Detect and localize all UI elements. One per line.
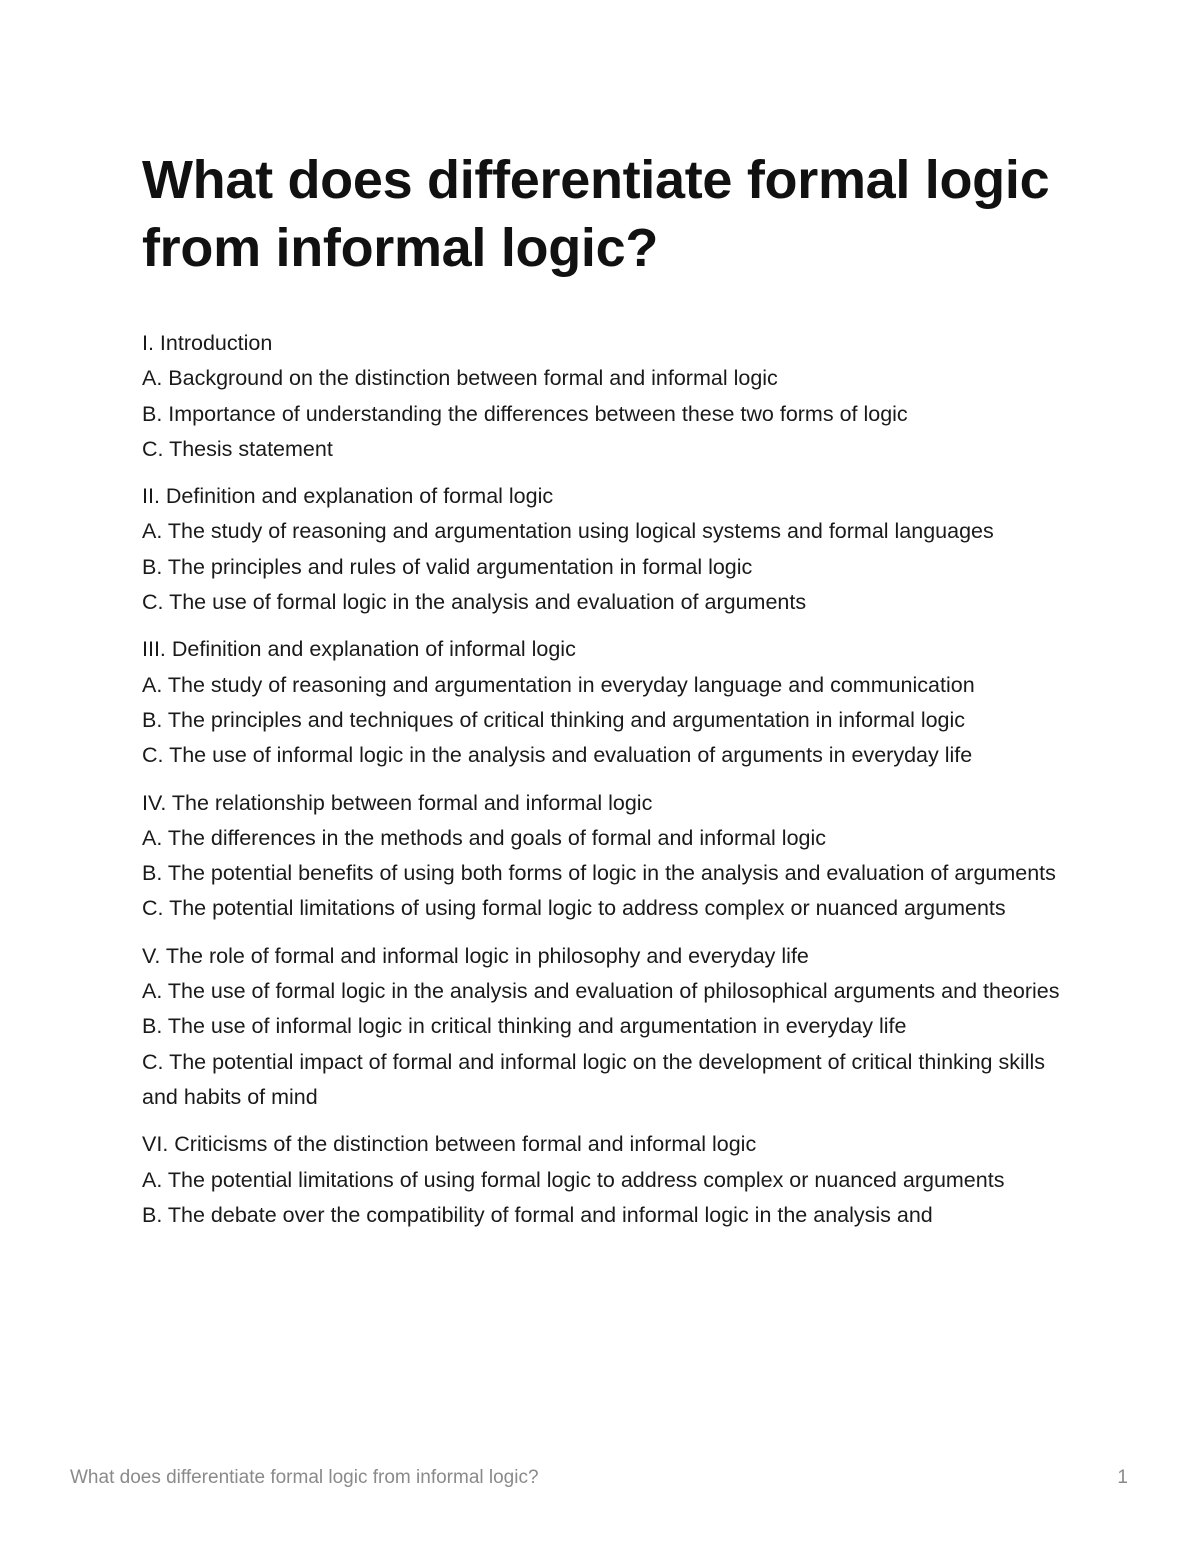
outline-section-2 — [142, 479, 1072, 620]
section-item: B. The principles and rules of valid argumentation in formal logic — [142, 554, 753, 579]
section-heading: V. The role of formal and informal logic in philosophy and everyday life — [142, 943, 809, 968]
footer-page-number: 1 — [1117, 1467, 1128, 1488]
section-item: B. The use of informal logic in critical thinking and argumentation in everyday life — [142, 1014, 907, 1039]
outline-section-6 — [142, 1127, 1072, 1233]
section-item: A. The use of formal logic in the analysis and evaluation of philosophical arguments and theories — [142, 979, 1060, 1004]
section-heading: II. Definition and explanation of formal logic — [142, 484, 554, 509]
section-item: A. The potential limitations of using formal logic to address complex or nuanced arguments — [142, 1167, 1005, 1192]
section-item: A. The study of reasoning and argumentation in everyday language and communication — [142, 672, 975, 697]
section-item: C. The use of informal logic in the analysis and evaluation of arguments in everyday life — [142, 743, 973, 768]
section-item: A. The differences in the methods and goals of formal and informal logic — [142, 825, 827, 850]
section-heading: IV. The relationship between formal and informal logic — [142, 790, 653, 815]
section-item: B. The potential benefits of using both forms of logic in the analysis and evaluation of arguments — [142, 861, 1056, 886]
outline-section-4 — [142, 786, 1072, 927]
section-item: B. Importance of understanding the differences between these two forms of logic — [142, 401, 908, 426]
outline-section-1 — [142, 326, 1072, 467]
document-title: What does differentiate formal logic from informal logic? — [142, 150, 1050, 278]
section-item: C. The potential limitations of using formal logic to address complex or nuanced arguments — [142, 896, 1006, 921]
section-item: C. Thesis statement — [142, 436, 333, 461]
outline — [142, 326, 1072, 1245]
outline-section-5 — [142, 939, 1072, 1115]
section-item: A. The study of reasoning and argumentation using logical systems and formal languages — [142, 519, 994, 544]
section-item: C. The potential impact of formal and informal logic on the development of critical thinking skills and habits of mind — [142, 1049, 1046, 1109]
section-heading: III. Definition and explanation of informal logic — [142, 637, 576, 662]
section-item: B. The debate over the compatibility of formal and informal logic in the analysis and — [142, 1202, 933, 1227]
outline-section-3 — [142, 632, 1072, 773]
footer-running-title: What does differentiate formal logic from informal logic? — [70, 1467, 539, 1488]
section-item: A. Background on the distinction between formal and informal logic — [142, 366, 778, 391]
section-item: B. The principles and techniques of critical thinking and argumentation in informal logic — [142, 707, 966, 732]
section-heading: I. Introduction — [142, 331, 273, 355]
section-heading: VI. Criticisms of the distinction between formal and informal logic — [142, 1132, 757, 1157]
section-item: C. The use of formal logic in the analysis and evaluation of arguments — [142, 590, 807, 615]
